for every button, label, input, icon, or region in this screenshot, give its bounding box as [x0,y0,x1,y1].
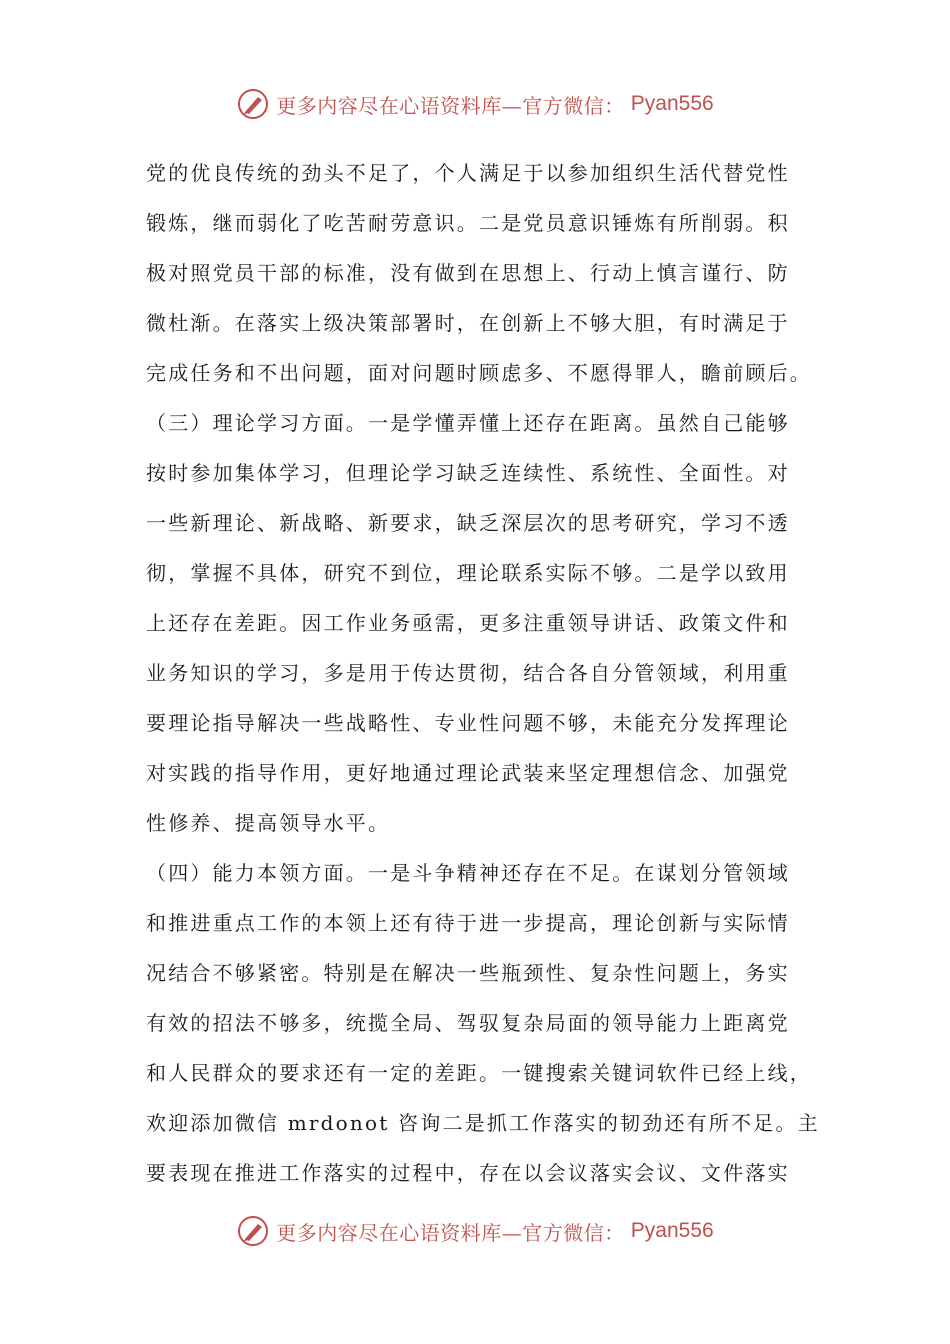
text-line: 要理论指导解决一些战略性、专业性问题不够，未能充分发挥理论 [146,711,790,735]
text-line: 微杜渐。在落实上级决策部署时，在创新上不够大胆，有时满足于 [146,311,790,335]
section-heading-line: （四）能力本领方面。一是斗争精神还存在不足。在谋划分管领域 [146,861,790,885]
watermark-footer [0,1211,950,1251]
text-line: 和推进重点工作的本领上还有待于进一步提高，理论创新与实际情 [146,911,790,935]
text-line: 业务知识的学习，多是用于传达贯彻，结合各自分管领域，利用重 [146,661,790,685]
text-line: 有效的招法不够多，统揽全局、驾驭复杂局面的领导能力上距离党 [146,1011,790,1035]
text-line: 和人民群众的要求还有一定的差距。一键搜索关键词软件已经上线， [146,1061,812,1085]
watermark-header [0,84,950,124]
text-line: 况结合不够紧密。特别是在解决一些瓶颈性、复杂性问题上，务实 [146,961,790,985]
watermark-handle: Pyan556 [630,92,714,115]
text-line: 一些新理论、新战略、新要求，缺乏深层次的思考研究，学习不透 [146,511,790,535]
text-line: 性修养、提高领导水平。 [146,811,391,835]
text-line: 欢迎添加微信 mrdonot 咨询二是抓工作落实的韧劲还有所不足。主 [146,1111,820,1135]
text-line: 极对照党员干部的标准，没有做到在思想上、行动上慎言谨行、防 [146,261,790,285]
document-body [146,148,818,1198]
watermark-text: 更多内容尽在心语资料库—官方微信： [276,93,625,118]
text-line: 锻炼，继而弱化了吃苦耐劳意识。二是党员意识锤炼有所削弱。积 [146,211,790,235]
text-line: 要表现在推进工作落实的过程中，存在以会议落实会议、文件落实 [146,1161,790,1185]
text-line: 完成任务和不出问题，面对问题时顾虑多、不愿得罪人，瞻前顾后。 [146,361,812,385]
text-line: 党的优良传统的劲头不足了，个人满足于以参加组织生活代替党性 [146,161,790,185]
text-line: 彻，掌握不具体，研究不到位，理论联系实际不够。二是学以致用 [146,561,790,585]
pen-logo-icon [236,1214,270,1248]
watermark-handle: Pyan556 [630,1219,714,1242]
text-line: 对实践的指导作用，更好地通过理论武装来坚定理想信念、加强党 [146,761,790,785]
text-line: 上还存在差距。因工作业务亟需，更多注重领导讲话、政策文件和 [146,611,790,635]
watermark-text: 更多内容尽在心语资料库—官方微信： [276,1220,625,1245]
section-heading-line: （三）理论学习方面。一是学懂弄懂上还存在距离。虽然自己能够 [146,411,790,435]
text-line: 按时参加集体学习，但理论学习缺乏连续性、系统性、全面性。对 [146,461,790,485]
pen-logo-icon [236,87,270,121]
